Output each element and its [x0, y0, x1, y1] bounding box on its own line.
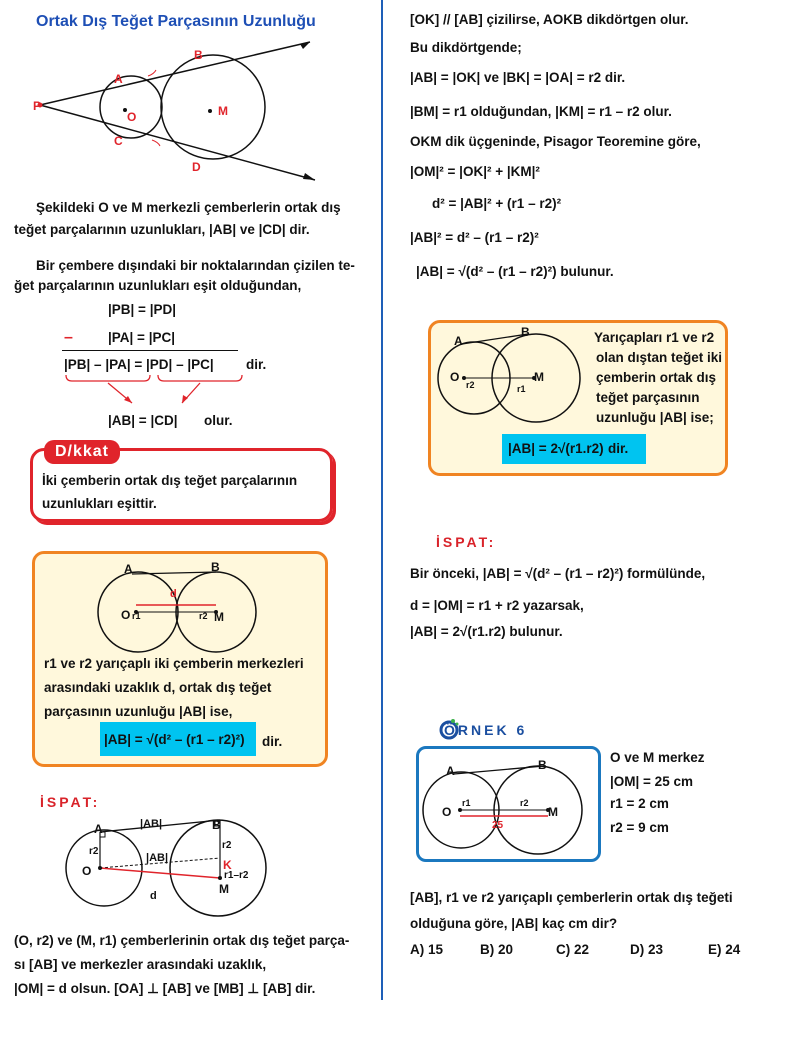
box3-A: A — [454, 334, 463, 348]
tangent-figure — [30, 40, 350, 190]
given-line3: r1 = 2 cm — [610, 796, 669, 811]
fig3-r2b: r2 — [222, 840, 232, 851]
choice-c[interactable]: C) 22 — [556, 942, 590, 957]
right-line2: Bu dikdörtgende; — [410, 40, 522, 55]
fig3-d: d — [150, 890, 157, 902]
right-line7: d² = |AB|² + (r1 – r2)² — [432, 196, 562, 211]
proof-figure — [60, 818, 280, 918]
choice-b[interactable]: B) 20 — [480, 942, 514, 957]
ornek-25: 25 — [492, 820, 504, 831]
eq-pb-pd: |PB| = |PD| — [108, 302, 177, 317]
box3-formula: |AB| = 2√(r1.r2) — [508, 441, 604, 456]
ispat-line1: Bir önceki, |AB| = √(d² – (r1 – r2)²) formülünde, — [410, 566, 706, 581]
para2-line1: Bir çembere dışındaki bir noktalarından çizilen te- — [36, 258, 355, 273]
dikkat-line1: İki çemberin ortak dış teğet parçalarının — [42, 473, 298, 488]
box2-line2: arasındaki uzaklık d, ortak dış teğet — [44, 680, 272, 695]
box2-M: M — [214, 610, 224, 624]
fig3-ab1: |AB| — [140, 818, 163, 830]
given-line4: r2 = 9 cm — [610, 820, 669, 835]
bottom-line1: (O, r2) ve (M, r1) çemberlerinin ortak dış teğet parça- — [14, 933, 350, 948]
ornek-figure — [416, 746, 601, 862]
right-line5: OKM dik üçgeninde, Pisagor Teoremine göre, — [410, 134, 701, 149]
box3-text1: Yarıçapları r1 ve r2 — [594, 330, 715, 345]
box2-d: d — [170, 588, 177, 600]
box2-line3: parçasının uzunluğu |AB| ise, — [44, 704, 233, 719]
right-line1: [OK] // [AB] çizilirse, AOKB dikdörtgen olur. — [410, 12, 689, 27]
minus-sign: – — [64, 329, 73, 346]
label-D: D — [192, 160, 201, 174]
ispat-line3: |AB| = 2√(r1.r2) bulunur. — [410, 624, 563, 639]
box3-r2: r2 — [466, 380, 475, 390]
fig3-O: O — [82, 864, 92, 878]
sum-line — [62, 350, 238, 351]
eq-ab-cd-suffix: olur. — [204, 413, 233, 428]
label-C: C — [114, 134, 123, 148]
two-circles-figure — [92, 560, 262, 660]
label-B: B — [194, 48, 203, 62]
box2-formula: |AB| = √(d² – (r1 – r2)²) — [104, 732, 245, 747]
label-M: M — [218, 104, 228, 118]
ornek-M: M — [548, 805, 558, 819]
given-line2: |OM| = 25 cm — [610, 774, 693, 789]
choice-e[interactable]: E) 24 — [708, 942, 741, 957]
ornek-B: B — [538, 758, 547, 772]
ornek-r2: r2 — [520, 798, 529, 808]
fig3-r2a: r2 — [89, 846, 99, 857]
label-O: O — [127, 110, 137, 124]
label-P: P — [33, 99, 42, 113]
fig3-r1r2: r1–r2 — [224, 870, 249, 881]
fig3-A: A — [94, 822, 103, 836]
box3-text2: olan dıştan teğet iki — [596, 350, 723, 365]
box3-r1: r1 — [517, 384, 526, 394]
box3-B: B — [521, 325, 530, 339]
eq-ab-cd: |AB| = |CD| — [108, 413, 178, 428]
box2-formula-suffix: dir. — [262, 734, 283, 749]
question-line1: [AB], r1 ve r2 yarıçaplı çemberlerin ortak dış teğeti — [410, 890, 733, 905]
fig3-K: K — [223, 858, 232, 872]
choice-a[interactable]: A) 15 — [410, 942, 444, 957]
box2-line1: r1 ve r2 yarıçaplı iki çemberin merkezleri — [44, 656, 304, 671]
para2-line2: ğet parçalarının uzunlukları eşit olduğundan, — [14, 278, 302, 293]
eq-difference-suffix: dir. — [246, 357, 267, 372]
fig3-ab2: |AB| — [146, 852, 169, 864]
ornek-r1: r1 — [462, 798, 471, 808]
box3-text3: çemberin ortak dış — [596, 370, 717, 385]
right-line6: |OM|² = |OK|² + |KM|² — [410, 164, 540, 179]
fig3-B: B — [212, 818, 221, 832]
box2-A: A — [124, 562, 133, 576]
brace-arrows — [60, 373, 250, 413]
ornek-A: A — [446, 764, 455, 778]
box2-B: B — [211, 560, 220, 574]
box3-text4: teğet parçasının — [596, 390, 700, 405]
box3-M: M — [534, 370, 544, 384]
bottom-line3: |OM| = d olsun. [OA] ⊥ [AB] ve [MB] ⊥ [AB] dir. — [14, 981, 316, 996]
question-line2: olduğuna göre, |AB| kaç cm dir? — [410, 916, 618, 931]
ispat-line2: d = |OM| = r1 + r2 yazarsak, — [410, 598, 584, 613]
fig3-M: M — [219, 882, 229, 896]
given-line1: O ve M merkez — [610, 750, 705, 765]
box3-formula-suffix: dir. — [608, 441, 629, 456]
right-line9: |AB| = √(d² – (r1 – r2)²) bulunur. — [416, 264, 614, 279]
ornek-heading: ÖRNEK 6 — [444, 722, 528, 738]
column-divider — [381, 0, 383, 1000]
dikkat-line2: uzunlukları eşittir. — [42, 496, 157, 511]
eq-pa-pc: |PA| = |PC| — [108, 330, 175, 345]
box3-text5: uzunluğu |AB| ise; — [596, 410, 714, 425]
label-A: A — [114, 72, 123, 86]
box2-r2: r2 — [199, 611, 208, 621]
right-line4: |BM| = r1 olduğundan, |KM| = r1 – r2 olur. — [410, 104, 672, 119]
box2-O: O — [121, 608, 131, 622]
choice-d[interactable]: D) 23 — [630, 942, 664, 957]
bottom-line2: sı [AB] ve merkezler arasındaki uzaklık, — [14, 957, 267, 972]
dikkat-tag: D/kkat — [44, 440, 120, 464]
ispat-heading-left: İSPAT: — [40, 794, 101, 810]
eq-difference: |PB| – |PA| = |PD| – |PC| — [64, 357, 214, 372]
para1-line2: teğet parçalarının uzunlukları, |AB| ve |CD| dir. — [14, 222, 310, 237]
para1-line1: Şekildeki O ve M merkezli çemberlerin ortak dış — [36, 200, 341, 215]
ispat-heading-right: İSPAT: — [436, 534, 497, 550]
right-line3: |AB| = |OK| ve |BK| = |OA| = r2 dir. — [410, 70, 626, 85]
ornek-O: O — [442, 805, 452, 819]
section-title: Ortak Dış Teğet Parçasının Uzunluğu — [36, 13, 316, 30]
box2-r1: r1 — [132, 611, 141, 621]
right-line8: |AB|² = d² – (r1 – r2)² — [410, 230, 539, 245]
box3-O: O — [450, 370, 460, 384]
